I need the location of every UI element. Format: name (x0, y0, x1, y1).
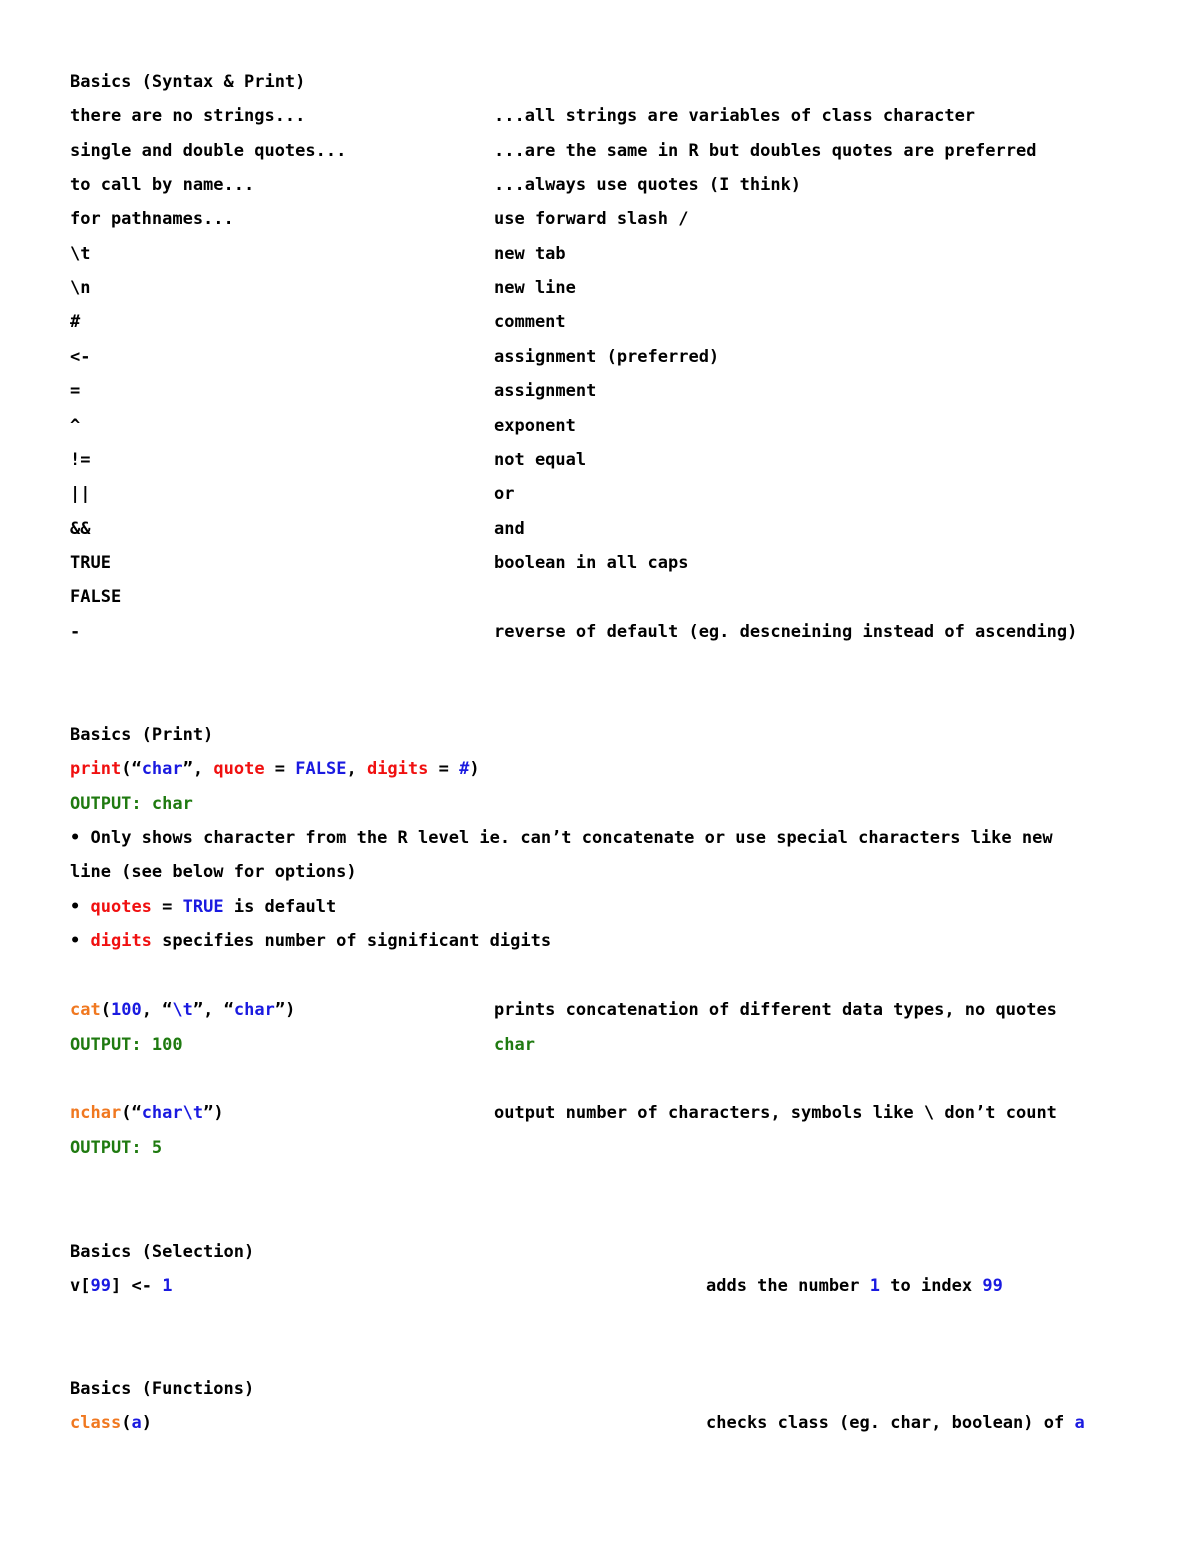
nchar-close: ) (213, 1103, 224, 1123)
syntax-row-13-left: && (70, 519, 91, 539)
print-open: ( (121, 759, 132, 779)
print-note-2-val: TRUE (182, 897, 224, 917)
print-arg1: char (141, 759, 183, 779)
selection-desc (706, 1276, 1003, 1296)
cat-code (70, 1000, 295, 1020)
syntax-row-13-right: and (494, 519, 525, 539)
syntax-row-9-right: assignment (494, 381, 597, 401)
functions-open: ( (121, 1413, 132, 1433)
functions-desc-arg: a (1074, 1413, 1085, 1433)
syntax-row-12-right: or (494, 484, 515, 504)
selection-desc-num: 1 (869, 1276, 881, 1296)
syntax-row-6-left: \n (70, 278, 91, 298)
selection-assign: <- (121, 1276, 163, 1296)
syntax-row-8-left: <- (70, 347, 91, 367)
selection-val: 1 (162, 1276, 173, 1296)
syntax-row-5-left: \t (70, 244, 91, 264)
syntax-row-14-right: boolean in all caps (494, 553, 689, 573)
nchar-code (70, 1103, 224, 1123)
nchar-arg: char\t (141, 1103, 204, 1123)
print-code (70, 759, 480, 779)
selection-lb: [ (80, 1276, 91, 1296)
print-lq: “ (131, 759, 142, 779)
syntax-row-14-left: TRUE (70, 553, 111, 573)
syntax-row-16-left: - (70, 622, 81, 642)
syntax-row-3-left: to call by name... (70, 175, 255, 195)
print-val-false: FALSE (295, 759, 347, 779)
cat-desc: prints concatenation of different data types, no quotes (494, 1000, 1057, 1020)
functions-desc-a: checks class (eg. char, boolean) of (706, 1413, 1075, 1433)
print-note-2-rest: is default (223, 897, 337, 917)
print-close: ) (469, 759, 480, 779)
syntax-row-16-right: reverse of default (eg. descneining instead of ascending) (494, 622, 1078, 642)
bullet-icon: • (70, 897, 81, 917)
bullet-icon: • (70, 828, 81, 848)
selection-rb: ] (110, 1276, 122, 1296)
print-note-3 (70, 931, 551, 951)
print-comma2: , (346, 759, 367, 779)
print-eq1: = (264, 759, 296, 779)
functions-close: ) (141, 1413, 152, 1433)
selection-desc-idx: 99 (982, 1276, 1003, 1296)
bullet-icon: • (70, 931, 81, 951)
cat-output: OUTPUT: 100 (70, 1035, 183, 1055)
syntax-row-4-right: use forward slash / (494, 209, 689, 229)
functions-desc (706, 1413, 1085, 1433)
selection-heading: Basics (Selection) (70, 1242, 255, 1262)
syntax-row-2-right: ...are the same in R but doubles quotes are preferred (494, 141, 1037, 161)
nchar-open: ( (121, 1103, 132, 1123)
selection-desc-b: to index (880, 1276, 983, 1296)
nchar-desc: output number of characters, symbols like \ don’t count (494, 1103, 1057, 1123)
syntax-row-2-left: single and double quotes... (70, 141, 347, 161)
cat-arg-tab: \t (172, 1000, 193, 1020)
print-note-3-rest: specifies number of significant digits (151, 931, 552, 951)
print-note-1-text: Only shows character from the R level ie. can’t concatenate or use special characters like new (90, 828, 1053, 848)
cat-lq2: “ (223, 1000, 234, 1020)
syntax-row-4-left: for pathnames... (70, 209, 234, 229)
cat-arg-char: char (233, 1000, 275, 1020)
print-rq: ” (182, 759, 193, 779)
nchar-lq: “ (131, 1103, 142, 1123)
syntax-row-7-right: comment (494, 312, 566, 332)
cat-close: ) (285, 1000, 296, 1020)
print-heading: Basics (Print) (70, 725, 214, 745)
syntax-row-12-left: || (70, 484, 91, 504)
syntax-row-10-right: exponent (494, 416, 576, 436)
syntax-row-15-left: FALSE (70, 587, 122, 607)
syntax-row-1-right: ...all strings are variables of class character (494, 106, 976, 126)
print-output: OUTPUT: char (70, 794, 193, 814)
cat-open: ( (100, 1000, 111, 1020)
print-comma1: , (192, 759, 214, 779)
selection-desc-a: adds the number (706, 1276, 870, 1296)
functions-code (70, 1413, 152, 1433)
cat-output-2: char (494, 1035, 535, 1055)
print-eq2: = (428, 759, 460, 779)
functions-heading: Basics (Functions) (70, 1379, 255, 1399)
cat-rq1: ” (192, 1000, 204, 1020)
nchar-rq: ” (203, 1103, 214, 1123)
functions-arg: a (131, 1413, 142, 1433)
nchar-output: OUTPUT: 5 (70, 1138, 163, 1158)
syntax-row-3-right: ...always use quotes (I think) (494, 175, 802, 195)
print-param-digits: digits (366, 759, 429, 779)
print-note-2 (70, 897, 336, 917)
syntax-row-1-left: there are no strings... (70, 106, 306, 126)
cat-comma2: , (203, 1000, 224, 1020)
print-note-3-param: digits (90, 931, 152, 951)
syntax-row-10-left: ^ (70, 416, 81, 436)
syntax-row-8-right: assignment (preferred) (494, 347, 720, 367)
cat-lq1: “ (162, 1000, 173, 1020)
print-note-1-cont: line (see below for options) (70, 862, 357, 882)
selection-var: v (70, 1276, 81, 1296)
syntax-row-6-right: new line (494, 278, 576, 298)
syntax-row-5-right: new tab (494, 244, 566, 264)
print-val-hash: # (459, 759, 470, 779)
syntax-heading: Basics (Syntax & Print) (70, 72, 306, 92)
syntax-row-9-left: = (70, 381, 81, 401)
functions-fn: class (70, 1413, 122, 1433)
print-fn: print (70, 759, 122, 779)
syntax-row-11-right: not equal (494, 450, 587, 470)
syntax-row-7-left: # (70, 312, 81, 332)
cat-rq2: ” (274, 1000, 286, 1020)
nchar-fn: nchar (70, 1103, 122, 1123)
print-param-quote: quote (213, 759, 265, 779)
print-note-2-param: quotes (90, 897, 152, 917)
syntax-row-11-left: != (70, 450, 91, 470)
cat-comma1: , (141, 1000, 163, 1020)
cat-fn: cat (70, 1000, 101, 1020)
print-note-1 (70, 828, 1053, 848)
selection-idx: 99 (90, 1276, 111, 1296)
print-note-2-eq: = (151, 897, 183, 917)
cat-arg-100: 100 (110, 1000, 142, 1020)
selection-code (70, 1276, 172, 1296)
